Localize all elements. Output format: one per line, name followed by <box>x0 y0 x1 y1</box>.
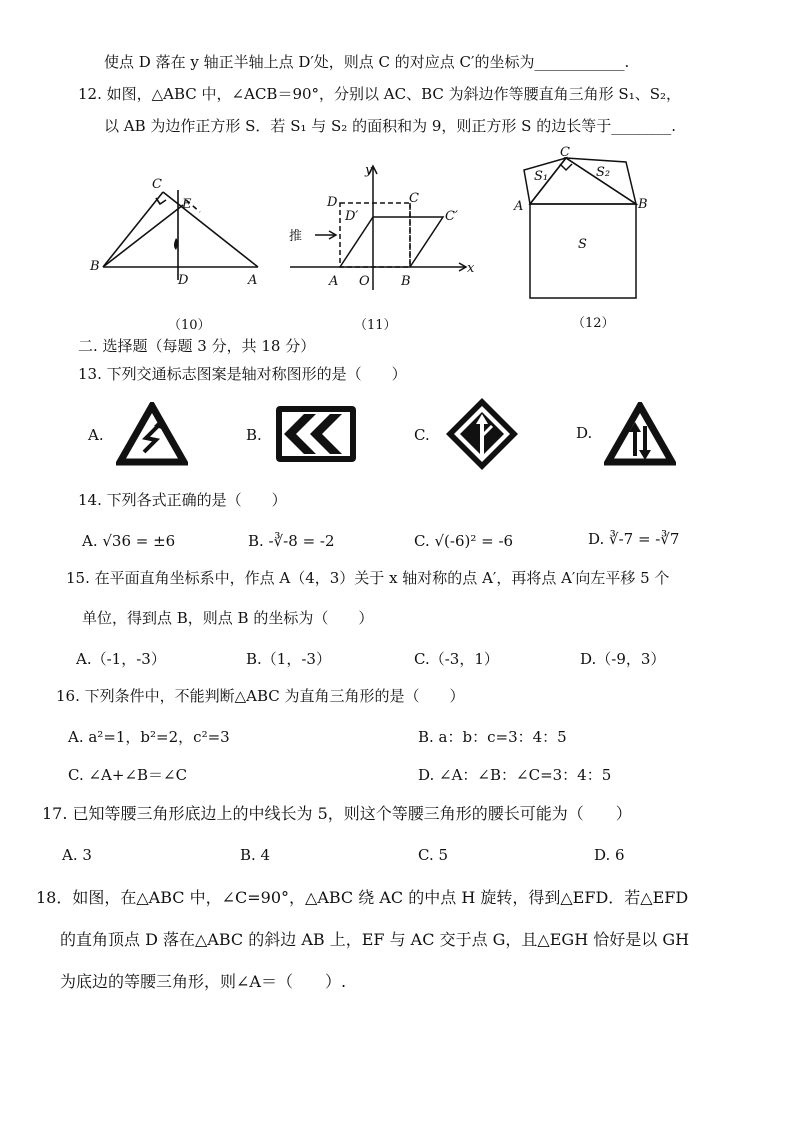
figure-12 <box>508 144 658 304</box>
fig12-label-C: C <box>560 145 570 160</box>
section-2-heading: 二. 选择题（每题 3 分，共 18 分） <box>78 337 316 355</box>
fig10-right-angle-mark <box>156 198 166 204</box>
question-16-stem: 16. 下列条件中，不能判断△ABC 为直角三角形的是（ ） <box>56 687 465 705</box>
question-17-stem: 17. 已知等腰三角形底边上的中线长为 5，则这个等腰三角形的腰长可能为（ ） <box>42 804 632 823</box>
fig11-label-C-prime: C′ <box>445 209 458 224</box>
fig11-label-A: A <box>329 274 339 289</box>
q15-option-A: A.（-1，-3） <box>76 650 166 668</box>
question-13-stem: 13. 下列交通标志图案是轴对称图形的是（ ） <box>78 365 407 383</box>
figure-10 <box>88 170 278 290</box>
q16-option-D: D. ∠A：∠B：∠C=3：4：5 <box>418 766 612 784</box>
fig12-label-A: A <box>514 199 524 214</box>
q15-option-C: C.（-3，1） <box>414 650 499 668</box>
fig11-parallelogram <box>340 217 443 267</box>
fig11-label-D-prime: D′ <box>345 209 359 224</box>
q17-option-D: D. 6 <box>594 846 625 864</box>
fig10-label-A: A <box>248 273 258 288</box>
q17-option-A: A. 3 <box>62 846 92 864</box>
figure-11 <box>285 160 485 292</box>
fig11-label-push: 推 <box>289 229 303 244</box>
figure-11-caption: （11） <box>354 318 397 333</box>
q13-sign-A <box>116 402 188 466</box>
fig11-label-x: x <box>467 261 475 276</box>
q13-sign-D <box>604 402 676 466</box>
fig12-label-B: B <box>638 197 648 212</box>
q15-option-B: B.（1，-3） <box>246 650 331 668</box>
fig10-line-BE <box>103 205 183 267</box>
fig10-line-BC <box>103 192 163 267</box>
fig10-label-C: C <box>152 177 162 192</box>
q13-option-B-label: B. <box>246 426 262 444</box>
figure-12-caption: （12） <box>572 316 615 331</box>
fig12-label-S: S <box>578 237 587 252</box>
question-12-line1: 12. 如图，△ABC 中，∠ACB＝90°，分别以 AC、BC 为斜边作等腰直角三角形 S₁、S₂， <box>78 85 681 103</box>
q15-option-D: D.（-9，3） <box>580 650 666 668</box>
q14-option-A: A. √36 = ±6 <box>82 532 176 550</box>
fig11-label-O: O <box>359 274 370 289</box>
q16-option-A: A. a²=1，b²=2，c²=3 <box>68 728 230 746</box>
fig10-label-B: B <box>90 259 100 274</box>
fig12-right-angle-mark <box>560 164 572 170</box>
q17-option-B: B. 4 <box>240 846 271 864</box>
fig10-label-E: E <box>182 197 192 212</box>
q13-option-C-label: C. <box>414 426 430 444</box>
question-18-line1: 18．如图，在△ABC 中，∠C=90°，△ABC 绕 AC 的中点 H 旋转，得到△EFD．若△EFD <box>36 888 689 907</box>
fig12-label-S1: S₁ <box>534 169 549 184</box>
q13-option-A-label: A. <box>88 426 104 444</box>
q13-sign-B <box>276 406 356 462</box>
q14-option-C: C. √(-6)² = -6 <box>414 532 514 550</box>
fig11-label-D: D <box>327 195 338 210</box>
fig11-label-B: B <box>401 274 411 289</box>
fig11-label-C: C <box>409 191 419 206</box>
q13-sign-C <box>444 396 520 472</box>
q16-option-C: C. ∠A+∠B＝∠C <box>68 766 188 784</box>
question-18-line3: 为底边的等腰三角形，则∠A＝（ ）. <box>60 972 347 991</box>
question-15-line1: 15. 在平面直角坐标系中，作点 A（4，3）关于 x 轴对称的点 A′，再将点 A′向左平移 5 个 <box>66 569 670 587</box>
q17-option-C: C. 5 <box>418 846 449 864</box>
question-14-stem: 14. 下列各式正确的是（ ） <box>78 491 287 509</box>
q13-option-D-label: D. <box>576 424 593 442</box>
q16-option-B: B. a：b：c=3：4：5 <box>418 728 567 746</box>
question-15-line2: 单位，得到点 B，则点 B 的坐标为（ ） <box>82 609 374 627</box>
figure-10-caption: （10） <box>168 318 211 333</box>
question-11-tail: 使点 D 落在 y 轴正半轴上点 D′处，则点 C 的对应点 C′的坐标为____________. <box>104 53 630 71</box>
fig11-label-y: y <box>365 163 373 178</box>
question-12-line2: 以 AB 为边作正方形 S．若 S₁ 与 S₂ 的面积和为 9，则正方形 S 的边长等于________. <box>104 117 676 135</box>
q14-option-D: D. ∛-7 = -∛7 <box>588 530 680 548</box>
q14-option-B: B. -∛-8 = -2 <box>248 532 335 550</box>
question-18-line2: 的直角顶点 D 落在△ABC 的斜边 AB 上，EF 与 AC 交于点 G，且△EGH 恰好是以 GH <box>60 930 690 949</box>
fig12-label-S2: S₂ <box>596 165 611 180</box>
fig10-label-D: D <box>178 273 189 288</box>
